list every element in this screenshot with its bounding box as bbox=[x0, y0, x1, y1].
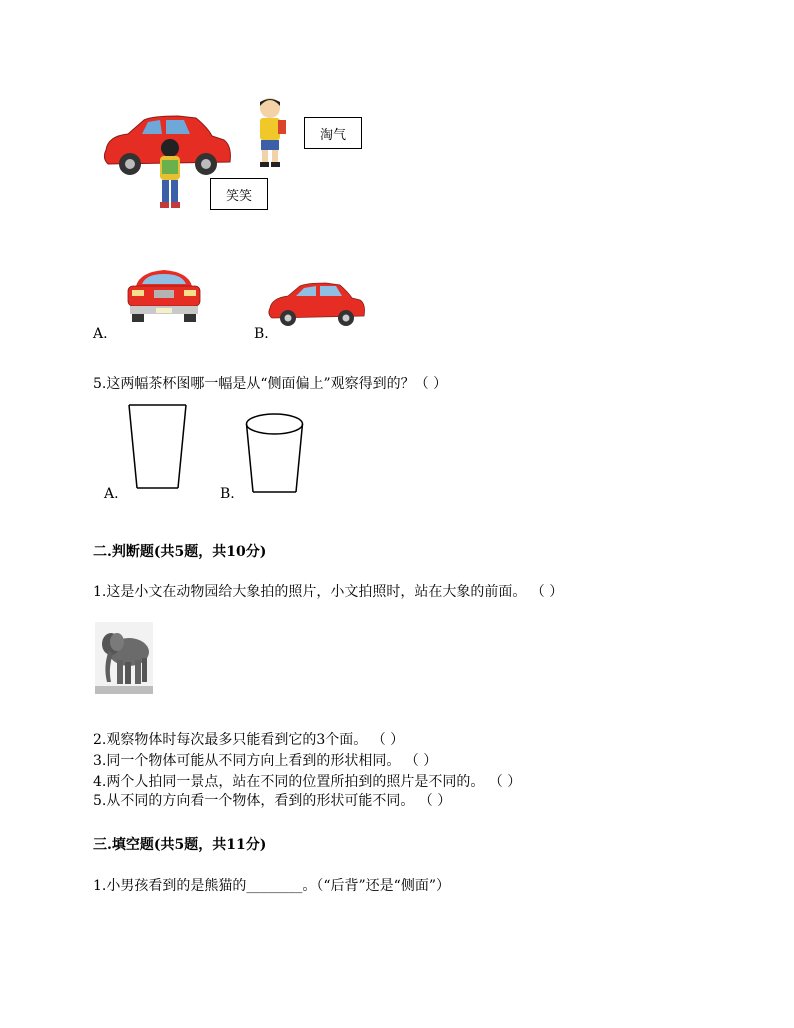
q4-option-b: B. bbox=[254, 326, 269, 342]
cup-a-drawing bbox=[128, 402, 188, 490]
judge-item-4: 4.两个人拍同一景点，站在不同的位置所拍到的照片是不同的。 （ ） bbox=[93, 774, 522, 790]
judge-item-5: 5.从不同的方向看一个物体，看到的形状可能不同。 （ ） bbox=[93, 793, 452, 809]
label-box-taoqi bbox=[304, 117, 362, 149]
car-side-view bbox=[266, 282, 366, 330]
elephant-photo bbox=[95, 622, 153, 694]
q5-option-a: A. bbox=[104, 486, 119, 502]
boy-figure bbox=[252, 96, 292, 171]
car-front-view bbox=[126, 268, 202, 324]
section-2-heading: 二.判断题(共5题，共10分) bbox=[93, 544, 267, 560]
label-box-xiaoxiao bbox=[210, 178, 268, 210]
label-xiaoxiao: 笑笑 bbox=[225, 188, 252, 204]
fill-item-1: 1.小男孩看到的是熊猫的________。（“后背”还是“侧面”） bbox=[93, 878, 450, 894]
q4-option-a: A. bbox=[93, 326, 108, 342]
cup-b-drawing bbox=[245, 412, 305, 494]
judge-item-3: 3.同一个物体可能从不同方向上看到的形状相同。 （ ） bbox=[93, 753, 438, 769]
section-3-heading: 三.填空题(共5题，共11分) bbox=[93, 837, 267, 853]
label-taoqi: 淘气 bbox=[319, 127, 346, 143]
judge-item-1: 1.这是小文在动物园给大象拍的照片，小文拍照时，站在大象的前面。 （ ） bbox=[93, 584, 564, 600]
q5-option-b: B. bbox=[220, 486, 235, 502]
girl-figure bbox=[150, 138, 190, 218]
judge-item-2: 2.观察物体时每次最多只能看到它的3个面。 （ ） bbox=[93, 732, 405, 748]
question-5-text: 5.这两幅茶杯图哪一幅是从“侧面偏上”观察得到的？（ ） bbox=[93, 376, 448, 392]
